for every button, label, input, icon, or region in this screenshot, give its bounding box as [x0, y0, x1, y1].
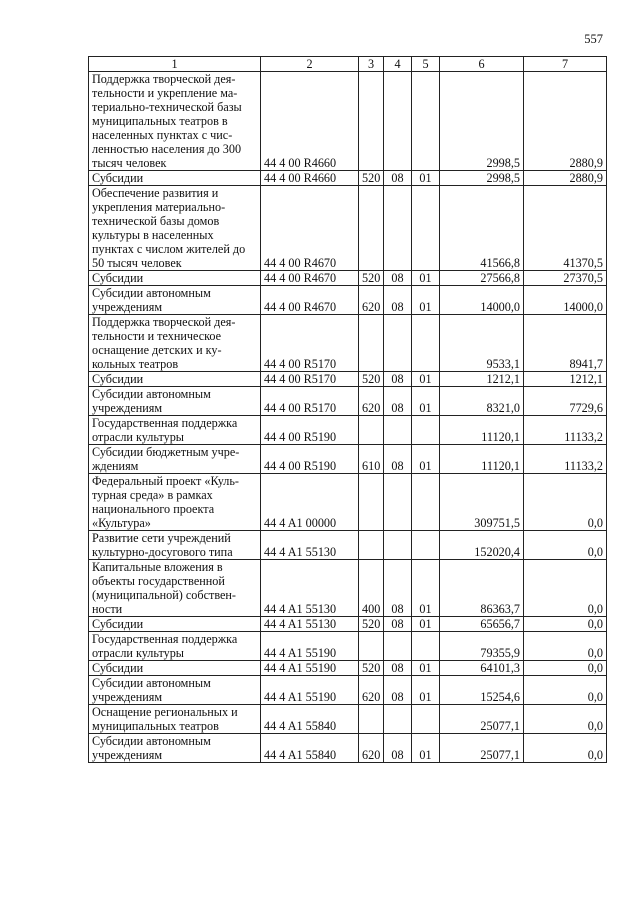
row-name-line: Субсидии бюджетным учре-	[92, 445, 240, 459]
row-name-line: учреждениям	[92, 401, 163, 415]
section-cell: 08	[384, 734, 412, 763]
vr-cell: 620	[359, 734, 384, 763]
column-header: 2	[261, 57, 359, 72]
vr-cell: 520	[359, 661, 384, 676]
vr-cell: 400	[359, 560, 384, 617]
value-col7-cell: 11133,2	[524, 416, 607, 445]
row-name-line: Капитальные вложения в	[92, 560, 223, 574]
value-col6-cell: 86363,7	[440, 560, 524, 617]
section-cell: 08	[384, 617, 412, 632]
row-name-line: населенных пунктах с чис-	[92, 128, 233, 142]
value-col6-cell: 65656,7	[440, 617, 524, 632]
row-name-line: 50 тысяч человек	[92, 256, 182, 270]
row-name-line: Субсидии	[92, 372, 144, 386]
row-name-cell	[89, 315, 261, 372]
code-cell: 44 4 00 R4670	[261, 271, 359, 286]
code-cell: 44 4 A1 55190	[261, 676, 359, 705]
row-name-cell	[89, 72, 261, 171]
value-col6-cell: 8321,0	[440, 387, 524, 416]
section-cell	[384, 705, 412, 734]
table-row	[89, 286, 607, 315]
subsection-cell	[412, 72, 440, 171]
subsection-cell: 01	[412, 387, 440, 416]
code-cell: 44 4 A1 00000	[261, 474, 359, 531]
row-name-cell	[89, 632, 261, 661]
table-row	[89, 171, 607, 186]
row-name-line: Субсидии автономным	[92, 734, 211, 748]
subsection-cell	[412, 186, 440, 271]
value-col6-cell: 152020,4	[440, 531, 524, 560]
row-name-line: Субсидии автономным	[92, 676, 211, 690]
vr-cell	[359, 705, 384, 734]
row-name-line: учреждениям	[92, 748, 163, 762]
section-cell	[384, 474, 412, 531]
row-name-line: Государственная поддержка	[92, 632, 238, 646]
value-col7-cell: 0,0	[524, 661, 607, 676]
row-name-cell	[89, 705, 261, 734]
subsection-cell: 01	[412, 661, 440, 676]
subsection-cell: 01	[412, 271, 440, 286]
value-col6-cell: 11120,1	[440, 445, 524, 474]
section-cell	[384, 416, 412, 445]
header-row	[89, 57, 607, 72]
code-cell: 44 4 00 R5190	[261, 416, 359, 445]
row-name-line: ленностью населения до 300	[92, 142, 242, 156]
section-cell	[384, 186, 412, 271]
table-row	[89, 676, 607, 705]
vr-cell	[359, 72, 384, 171]
value-col6-cell: 41566,8	[440, 186, 524, 271]
row-name-line: турная среда» в рамках	[92, 488, 213, 502]
value-col6-cell: 2998,5	[440, 72, 524, 171]
code-cell: 44 4 00 R4660	[261, 171, 359, 186]
code-cell: 44 4 00 R5170	[261, 387, 359, 416]
table-row	[89, 271, 607, 286]
section-cell	[384, 531, 412, 560]
column-header: 1	[89, 57, 261, 72]
row-name-line: тельности и укрепление ма-	[92, 86, 238, 100]
row-name-line: культуры в населенных	[92, 228, 214, 242]
value-col7-cell: 0,0	[524, 560, 607, 617]
value-col7-cell: 0,0	[524, 676, 607, 705]
row-name-line: учреждениям	[92, 690, 163, 704]
section-cell: 08	[384, 286, 412, 315]
value-col7-cell: 0,0	[524, 474, 607, 531]
row-name-line: национального проекта	[92, 502, 215, 516]
table-row	[89, 474, 607, 531]
table-row	[89, 387, 607, 416]
code-cell: 44 4 A1 55190	[261, 632, 359, 661]
table-row	[89, 661, 607, 676]
subsection-cell	[412, 632, 440, 661]
subsection-cell	[412, 315, 440, 372]
row-name-line: Субсидии	[92, 617, 144, 631]
vr-cell: 620	[359, 387, 384, 416]
column-header: 7	[524, 57, 607, 72]
section-cell: 08	[384, 372, 412, 387]
row-name-cell	[89, 617, 261, 632]
row-name-line: териально-технической базы	[92, 100, 242, 114]
code-cell: 44 4 A1 55130	[261, 617, 359, 632]
section-cell: 08	[384, 271, 412, 286]
column-header: 5	[412, 57, 440, 72]
subsection-cell: 01	[412, 560, 440, 617]
row-name-line: объекты государственной	[92, 574, 225, 588]
table-row	[89, 560, 607, 617]
row-name-cell	[89, 372, 261, 387]
subsection-cell: 01	[412, 171, 440, 186]
value-col6-cell: 25077,1	[440, 705, 524, 734]
section-cell	[384, 72, 412, 171]
code-cell: 44 4 A1 55130	[261, 560, 359, 617]
row-name-cell	[89, 560, 261, 617]
table-row	[89, 186, 607, 271]
row-name-line: Поддержка творческой дея-	[92, 315, 236, 329]
subsection-cell	[412, 531, 440, 560]
column-header: 6	[440, 57, 524, 72]
code-cell: 44 4 A1 55840	[261, 734, 359, 763]
section-cell	[384, 315, 412, 372]
row-name-line: культурно-досугового типа	[92, 545, 233, 559]
row-name-cell	[89, 676, 261, 705]
value-col6-cell: 15254,6	[440, 676, 524, 705]
table-row	[89, 734, 607, 763]
row-name-line: муниципальных театров в	[92, 114, 228, 128]
table-row	[89, 416, 607, 445]
subsection-cell: 01	[412, 372, 440, 387]
subsection-cell: 01	[412, 734, 440, 763]
page-number: 557	[584, 32, 603, 46]
row-name-line: Субсидии	[92, 271, 144, 285]
row-name-line: учреждениям	[92, 300, 163, 314]
row-name-line: Обеспечение развития и	[92, 186, 219, 200]
code-cell: 44 4 A1 55840	[261, 705, 359, 734]
row-name-line: тельности и техническое	[92, 329, 222, 343]
row-name-line: Федеральный проект «Куль-	[92, 474, 239, 488]
value-col6-cell: 11120,1	[440, 416, 524, 445]
value-col6-cell: 27566,8	[440, 271, 524, 286]
vr-cell: 520	[359, 372, 384, 387]
value-col6-cell: 64101,3	[440, 661, 524, 676]
row-name-cell	[89, 171, 261, 186]
value-col6-cell: 25077,1	[440, 734, 524, 763]
vr-cell: 610	[359, 445, 384, 474]
table-row	[89, 72, 607, 171]
value-col7-cell: 0,0	[524, 531, 607, 560]
subsection-cell	[412, 416, 440, 445]
row-name-line: Поддержка творческой дея-	[92, 72, 236, 86]
vr-cell	[359, 531, 384, 560]
value-col7-cell: 0,0	[524, 734, 607, 763]
value-col7-cell: 8941,7	[524, 315, 607, 372]
row-name-line: ности	[92, 602, 123, 616]
section-cell: 08	[384, 445, 412, 474]
row-name-line: тысяч человек	[92, 156, 167, 170]
subsection-cell	[412, 474, 440, 531]
vr-cell: 520	[359, 171, 384, 186]
row-name-line: пунктах с числом жителей до	[92, 242, 246, 256]
value-col7-cell: 0,0	[524, 705, 607, 734]
budget-table	[88, 56, 607, 763]
vr-cell	[359, 186, 384, 271]
code-cell: 44 4 00 R5170	[261, 315, 359, 372]
value-col7-cell: 0,0	[524, 632, 607, 661]
section-cell: 08	[384, 387, 412, 416]
section-cell: 08	[384, 676, 412, 705]
value-col6-cell: 79355,9	[440, 632, 524, 661]
subsection-cell: 01	[412, 676, 440, 705]
row-name-line: Субсидии автономным	[92, 286, 211, 300]
value-col7-cell: 1212,1	[524, 372, 607, 387]
section-cell	[384, 632, 412, 661]
subsection-cell: 01	[412, 286, 440, 315]
row-name-line: Оснащение региональных и	[92, 705, 238, 719]
row-name-line: технической базы домов	[92, 214, 220, 228]
table-row	[89, 531, 607, 560]
vr-cell	[359, 416, 384, 445]
value-col6-cell: 9533,1	[440, 315, 524, 372]
row-name-line: Субсидии	[92, 661, 144, 675]
subsection-cell	[412, 705, 440, 734]
table-row	[89, 705, 607, 734]
row-name-cell	[89, 416, 261, 445]
code-cell: 44 4 00 R5190	[261, 445, 359, 474]
row-name-line: укрепления материально-	[92, 200, 226, 214]
table-row	[89, 445, 607, 474]
table-row	[89, 617, 607, 632]
value-col7-cell: 41370,5	[524, 186, 607, 271]
column-header: 4	[384, 57, 412, 72]
row-name-cell	[89, 286, 261, 315]
row-name-line: Государственная поддержка	[92, 416, 238, 430]
code-cell: 44 4 00 R4660	[261, 72, 359, 171]
value-col7-cell: 2880,9	[524, 171, 607, 186]
vr-cell	[359, 315, 384, 372]
vr-cell: 520	[359, 271, 384, 286]
row-name-line: отрасли культуры	[92, 646, 184, 660]
section-cell: 08	[384, 171, 412, 186]
value-col6-cell: 14000,0	[440, 286, 524, 315]
vr-cell	[359, 474, 384, 531]
subsection-cell: 01	[412, 445, 440, 474]
row-name-cell	[89, 734, 261, 763]
value-col6-cell: 2998,5	[440, 171, 524, 186]
code-cell: 44 4 A1 55190	[261, 661, 359, 676]
row-name-line: муниципальных театров	[92, 719, 219, 733]
table-row	[89, 372, 607, 387]
vr-cell	[359, 632, 384, 661]
row-name-line: (муниципальной) собствен-	[92, 588, 236, 602]
vr-cell: 520	[359, 617, 384, 632]
row-name-cell	[89, 474, 261, 531]
row-name-line: Субсидии автономным	[92, 387, 211, 401]
vr-cell: 620	[359, 286, 384, 315]
table-row	[89, 632, 607, 661]
value-col7-cell: 11133,2	[524, 445, 607, 474]
table-body	[89, 72, 607, 763]
row-name-line: «Культура»	[92, 516, 151, 530]
value-col7-cell: 7729,6	[524, 387, 607, 416]
code-cell: 44 4 00 R5170	[261, 372, 359, 387]
value-col7-cell: 0,0	[524, 617, 607, 632]
row-name-line: отрасли культуры	[92, 430, 184, 444]
value-col7-cell: 14000,0	[524, 286, 607, 315]
row-name-cell	[89, 445, 261, 474]
row-name-line: ждениям	[92, 459, 139, 473]
row-name-line: кольных театров	[92, 357, 179, 371]
code-cell: 44 4 00 R4670	[261, 286, 359, 315]
section-cell: 08	[384, 560, 412, 617]
row-name-line: оснащение детских и ку-	[92, 343, 222, 357]
vr-cell: 620	[359, 676, 384, 705]
value-col7-cell: 2880,9	[524, 72, 607, 171]
row-name-cell	[89, 531, 261, 560]
code-cell: 44 4 00 R4670	[261, 186, 359, 271]
value-col6-cell: 309751,5	[440, 474, 524, 531]
row-name-cell	[89, 661, 261, 676]
section-cell: 08	[384, 661, 412, 676]
row-name-cell	[89, 387, 261, 416]
value-col6-cell: 1212,1	[440, 372, 524, 387]
row-name-line: Субсидии	[92, 171, 144, 185]
table-row	[89, 315, 607, 372]
row-name-line: Развитие сети учреждений	[92, 531, 231, 545]
code-cell: 44 4 A1 55130	[261, 531, 359, 560]
row-name-cell	[89, 186, 261, 271]
subsection-cell: 01	[412, 617, 440, 632]
row-name-cell	[89, 271, 261, 286]
column-header: 3	[359, 57, 384, 72]
value-col7-cell: 27370,5	[524, 271, 607, 286]
